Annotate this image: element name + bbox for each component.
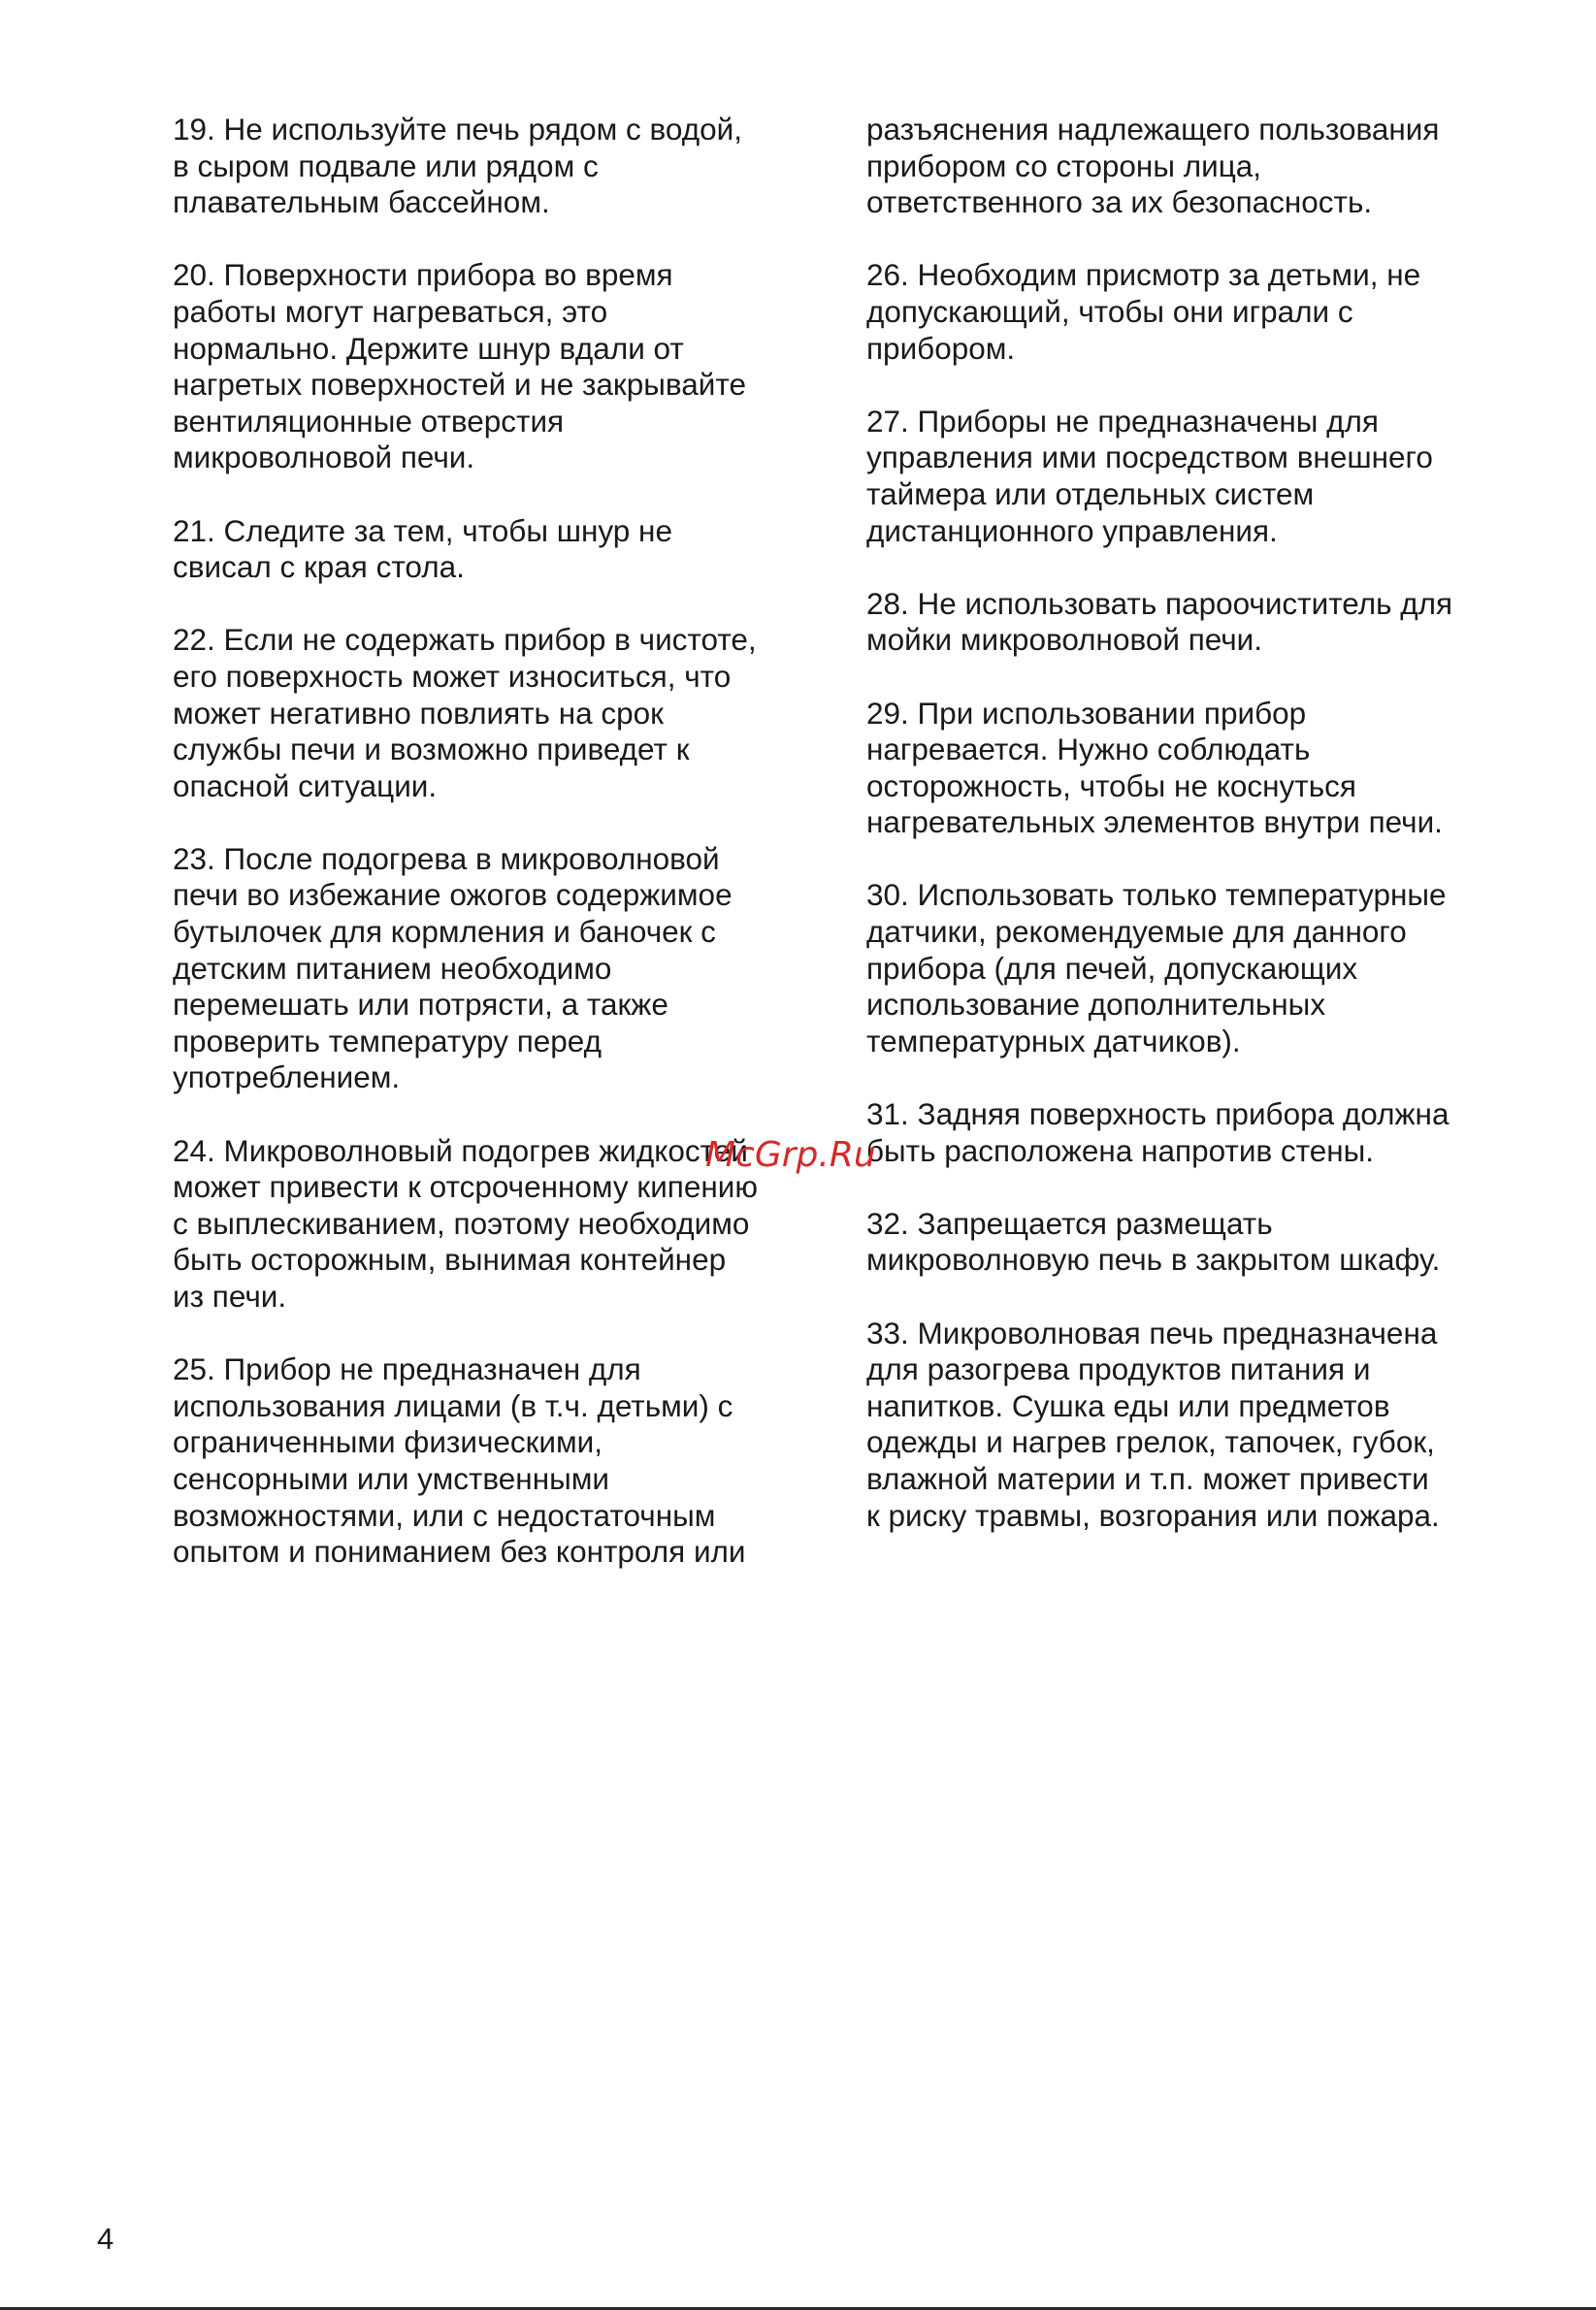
instruction-item-22: 22. Если не содержать прибор в чистоте, его поверхность может износиться, что может негативно повлиять на срок службы печи и возможно приведет к опасной ситуации. (173, 622, 757, 803)
left-column (173, 112, 813, 1607)
right-column (866, 112, 1507, 1571)
instruction-item-29: 29. При использовании прибор нагревается. Нужно соблюдать осторожность, чтобы не коснуться нагревательных элементов внутри печи. (866, 695, 1443, 840)
instruction-item-28: 28. Не использовать пароочиститель для мойки микроволновой печи. (866, 585, 1453, 658)
instruction-item-31: 31. Задняя поверхность прибора должна быть расположена напротив стены. (866, 1096, 1449, 1168)
instruction-item-30: 30. Использовать только температурные датчики, рекомендуемые для данного прибора (для печей, допускающих использование дополнительных температурных датчиков). (866, 877, 1447, 1058)
instruction-item-32: 32. Запрещается размещать микроволновую печь в закрытом шкафу. (866, 1205, 1441, 1278)
instruction-item-24: 24. Микроволновый подогрев жидкостей может привести к отсроченному кипению с выплескиванием, поэтому необходимо быть осторожным, вынимая контейнер из печи. (173, 1132, 758, 1314)
instruction-item-21: 21. Следите за тем, чтобы шнур не свисал с края стола. (173, 512, 672, 585)
instruction-item-33: 33. Микроволновая печь предназначена для разогрева продуктов питания и напитков. Сушка еды или предметов одежды и нагрев грелок, тапочек, губок, влажной материи и т.п. может привести к риску травмы, возгорания или пожара. (866, 1315, 1440, 1533)
watermark-logo: McGrp.Ru (705, 1135, 876, 1175)
instruction-item-20: 20. Поверхности прибора во время работы могут нагреваться, это нормально. Держите шнур вдали от нагретых поверхностей и не закрывайте вентиляционные отверстия микроволновой печи. (173, 257, 746, 475)
instruction-item-23: 23. После подогрева в микроволновой печи во избежание ожогов содержимое бутылочек для кормления и баночек с детским питанием необходимо перемешать или потрясти, а также проверить температуру перед употреблением. (173, 840, 733, 1095)
instruction-item-19: 19. Не используйте печь рядом с водой, в сыром подвале или рядом с плавательным бассейном. (173, 112, 742, 220)
instruction-item-26: 26. Необходим присмотр за детьми, не допускающий, чтобы они играли с прибором. (866, 257, 1421, 366)
page-number: 4 (97, 2222, 114, 2256)
instruction-item-27: 27. Приборы не предназначены для управления ими посредством внешнего таймера или отдельных систем дистанционного управления. (866, 403, 1433, 548)
instruction-item-25-continued: разъяснения надлежащего пользования прибором со стороны лица, ответственного за их безопасность. (866, 112, 1440, 220)
instruction-item-25: 25. Прибор не предназначен для использования лицами (в т.ч. детьми) с ограниченными физическими, сенсорными или умственными возможностями, или с недостаточным опытом и пониманием без контроля или (173, 1351, 746, 1570)
